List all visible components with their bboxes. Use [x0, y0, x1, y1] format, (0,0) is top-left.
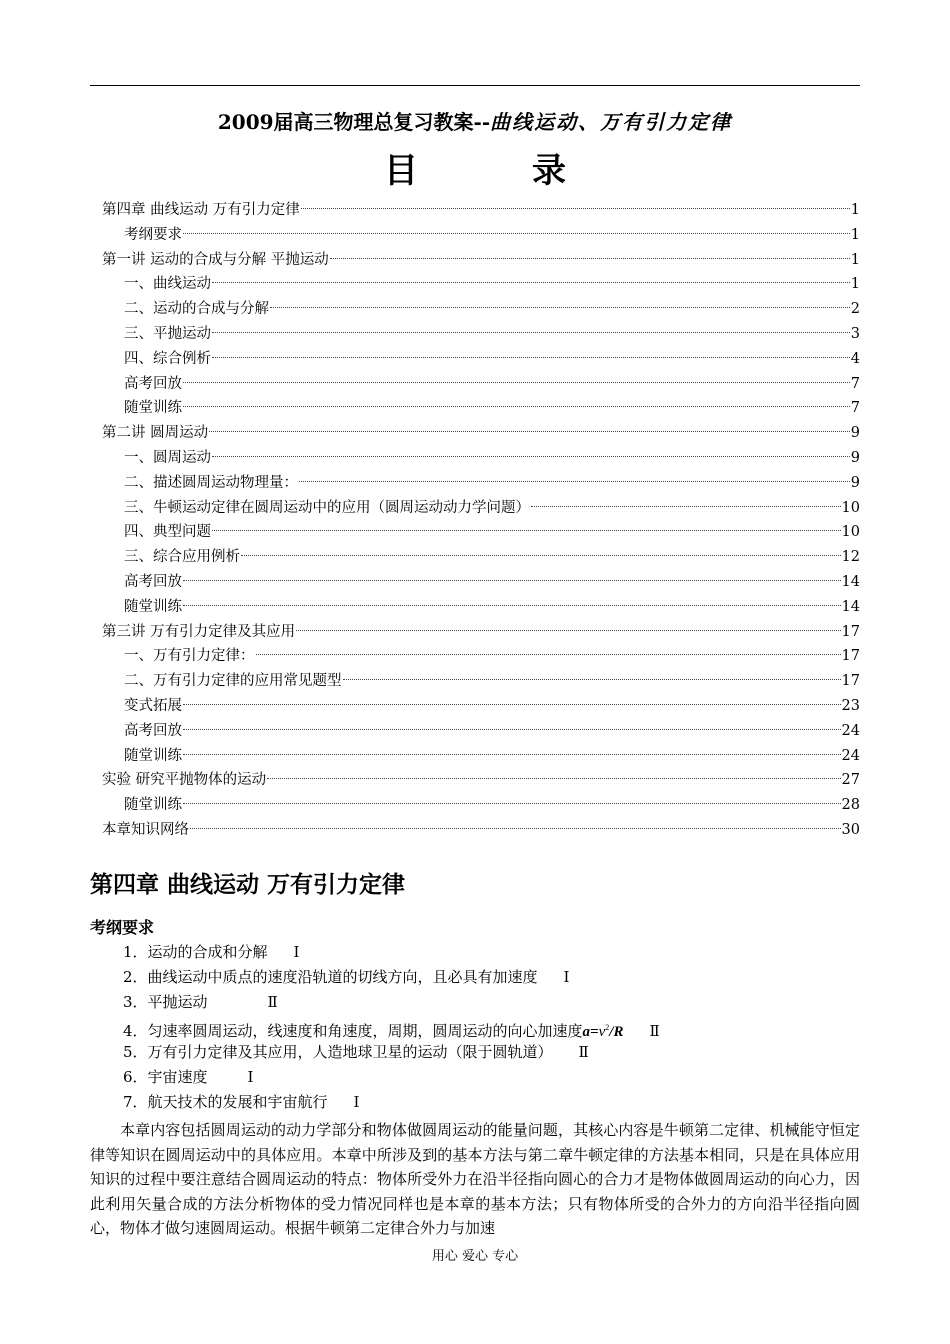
- toc-entry-page: 9: [850, 449, 860, 466]
- toc-leader-dots: [330, 258, 850, 259]
- toc-entry-page: 17: [841, 648, 860, 665]
- toc-entry[interactable]: [102, 719, 860, 744]
- toc-entry-label: 第三讲 万有引力定律及其应用: [102, 623, 296, 640]
- toc-leader-dots: [296, 630, 840, 631]
- toc-leader-dots: [270, 307, 850, 308]
- toc-leader-dots: [183, 729, 841, 730]
- toc-entry[interactable]: [102, 347, 860, 372]
- requirement-level: Ⅰ: [563, 968, 570, 986]
- toc-entry-page: 27: [841, 772, 860, 789]
- toc-leader-dots: [343, 679, 841, 680]
- requirement-text: 7．航天技术的发展和宇宙航行: [123, 1093, 328, 1111]
- toc-entry-page: 24: [841, 747, 860, 764]
- toc-leader-dots: [183, 605, 841, 606]
- toc-leader-dots: [267, 778, 840, 779]
- toc-entry[interactable]: [102, 644, 860, 669]
- requirement-level: Ⅰ: [353, 1093, 360, 1111]
- toc-entry[interactable]: [102, 198, 860, 223]
- toc-entry-page: 1: [850, 202, 860, 218]
- formula-a: a=: [582, 1024, 599, 1040]
- toc-entry-page: 17: [841, 623, 860, 640]
- chapter-title: 第四章 曲线运动 万有引力定律: [90, 871, 406, 898]
- document-title-main: 2009届高三物理总复习教案--: [217, 110, 491, 134]
- toc-leader-dots: [209, 431, 850, 432]
- requirement-level: Ⅱ: [267, 993, 278, 1011]
- toc-entry-page: 1: [850, 251, 860, 268]
- requirement-text: 4．匀速率圆周运动，线速度和角速度，周期，圆周运动的向心加速度: [123, 1022, 583, 1040]
- toc-entry-label: 一、曲线运动: [124, 276, 211, 293]
- toc-entry-page: 10: [841, 524, 860, 541]
- toc-entry[interactable]: [102, 272, 860, 297]
- toc-leader-dots: [190, 828, 841, 829]
- toc-entry-page: 23: [841, 697, 860, 714]
- requirement-item: [90, 940, 860, 965]
- requirement-item: [90, 1090, 860, 1115]
- requirement-item: [90, 990, 860, 1015]
- requirement-level: Ⅰ: [293, 943, 300, 961]
- toc-entry-label: 本章知识网络: [102, 821, 189, 838]
- document-title: [90, 108, 860, 136]
- toc-leader-dots: [301, 208, 850, 209]
- toc-entry[interactable]: [102, 694, 860, 719]
- toc-entry-label: 随堂训练: [124, 400, 182, 417]
- toc-entry-page: 9: [850, 474, 860, 491]
- toc-entry-label: 高考回放: [124, 722, 182, 739]
- toc-entry[interactable]: [102, 396, 860, 421]
- toc-entry[interactable]: [102, 471, 860, 496]
- toc-entry-label: 一、圆周运动: [124, 449, 211, 466]
- toc-leader-dots: [531, 506, 841, 507]
- toc-entry-page: 2: [850, 301, 860, 318]
- toc-entry-label: 二、万有引力定律的应用常见题型: [124, 673, 342, 690]
- toc-entry-page: 14: [841, 573, 860, 590]
- toc-entry[interactable]: [102, 223, 860, 248]
- toc-entry-page: 3: [850, 325, 860, 342]
- toc-entry[interactable]: [102, 595, 860, 620]
- toc-entry-label: 三、平抛运动: [124, 325, 211, 342]
- toc-entry-label: 高考回放: [124, 573, 182, 590]
- toc-entry-page: 1: [850, 276, 860, 293]
- toc-entry-label: 高考回放: [124, 375, 182, 392]
- toc-leader-dots: [212, 282, 850, 283]
- toc-entry-label: 变式拓展: [124, 697, 182, 714]
- toc-entry-page: 24: [841, 722, 860, 739]
- toc-entry-label: 三、牛顿运动定律在圆周运动中的应用（圆周运动动力学问题）: [124, 499, 530, 516]
- toc-entry-label: 实验 研究平抛物体的运动: [102, 772, 267, 789]
- requirement-level: Ⅱ: [649, 1022, 660, 1040]
- toc-entry-label: 四、典型问题: [124, 524, 211, 541]
- toc-leader-dots: [183, 704, 841, 705]
- requirements-heading: 考纲要求: [90, 918, 155, 937]
- toc-entry-page: 14: [841, 598, 860, 615]
- toc-entry-page: 28: [841, 797, 860, 814]
- toc-entry-label: 随堂训练: [124, 598, 182, 615]
- requirement-item: [90, 1015, 860, 1040]
- toc-entry[interactable]: [102, 322, 860, 347]
- requirement-text: 2．曲线运动中质点的速度沿轨道的切线方向，且必具有加速度: [123, 968, 538, 986]
- toc-entry-label: 随堂训练: [124, 747, 182, 764]
- chapter-intro-paragraph: 本章内容包括圆周运动的动力学部分和物体做圆周运动的能量问题，其核心内容是牛顿第二定律、机械能守恒定律等知识在圆周运动中的具体应用。本章中所涉及到的基本方法与第二章牛顿定律的方法基本相同，只是在具体应用知识的过程中要注意结合圆周运动的特点：物体所受外力在沿半径指向圆心的合力才是物体做圆周运动的向心力，因此利用矢量合成的方法分析物体的受力情况同样也是本章的基本方法；只有物体所受的合外力的方向沿半径指向圆心，物体才做匀速圆周运动。根据牛顿第二定律合外力与加速: [90, 1121, 860, 1238]
- toc-entry-label: 一、万有引力定律：: [124, 648, 255, 665]
- toc-entry-label: 第一讲 运动的合成与分解 平抛运动: [102, 251, 329, 268]
- toc-entry[interactable]: [102, 793, 860, 818]
- toc-entry[interactable]: [102, 248, 860, 273]
- toc-entry-label: 四、综合例析: [124, 350, 211, 367]
- toc-leader-dots: [212, 456, 850, 457]
- toc-leader-dots: [183, 754, 841, 755]
- toc-entry-page: 10: [841, 499, 860, 516]
- requirement-item: [90, 1040, 860, 1065]
- toc-entry-label: 考纲要求: [124, 226, 182, 243]
- requirement-item: [90, 1065, 860, 1090]
- toc-entry-page: 1: [850, 226, 860, 243]
- document-title-sub: 曲线运动、万有引力定律: [490, 110, 733, 134]
- toc-entry[interactable]: [102, 496, 860, 521]
- toc-leader-dots: [212, 332, 850, 333]
- toc-entry-page: 7: [850, 400, 860, 417]
- toc-entry-label: 第四章 曲线运动 万有引力定律: [102, 202, 300, 218]
- toc-entry[interactable]: [102, 520, 860, 545]
- toc-leader-dots: [183, 803, 841, 804]
- toc-entry-label: 二、运动的合成与分解: [124, 301, 269, 318]
- toc-entry-page: 12: [841, 549, 860, 566]
- toc-entry-page: 7: [850, 375, 860, 392]
- page-footer: 用心 爱心 专心: [431, 1249, 519, 1264]
- toc-leader-dots: [256, 654, 841, 655]
- table-of-contents: [102, 198, 860, 843]
- formula-exponent: 2: [605, 1023, 610, 1032]
- toc-entry-page: 30: [841, 821, 860, 838]
- requirement-text: 1．运动的合成和分解: [123, 943, 268, 961]
- toc-entry[interactable]: [102, 620, 860, 645]
- toc-leader-dots: [241, 555, 841, 556]
- formula-v: v: [598, 1024, 606, 1040]
- toc-entry-label: 随堂训练: [124, 797, 182, 814]
- toc-entry-page: 4: [850, 350, 860, 367]
- toc-entry[interactable]: [102, 669, 860, 694]
- header-rule: [90, 85, 860, 86]
- requirement-text: 5．万有引力定律及其应用，人造地球卫星的运动（限于圆轨道）: [123, 1043, 553, 1061]
- toc-entry[interactable]: [102, 570, 860, 595]
- toc-leader-dots: [212, 357, 850, 358]
- requirement-level: Ⅱ: [578, 1043, 589, 1061]
- toc-leader-dots: [183, 233, 850, 234]
- toc-entry[interactable]: [102, 768, 860, 793]
- toc-entry[interactable]: [102, 372, 860, 397]
- requirement-level: Ⅰ: [247, 1068, 254, 1086]
- requirement-text: 3．平抛运动: [123, 993, 208, 1011]
- toc-leader-dots: [183, 382, 850, 383]
- toc-entry-label: 第二讲 圆周运动: [102, 425, 209, 442]
- toc-entry[interactable]: [102, 545, 860, 570]
- centripetal-formula: [583, 1024, 624, 1040]
- toc-heading: 目 录: [384, 151, 606, 191]
- toc-entry[interactable]: [102, 421, 860, 446]
- toc-leader-dots: [183, 406, 850, 407]
- toc-entry-page: 17: [841, 673, 860, 690]
- toc-entry[interactable]: [102, 818, 860, 843]
- toc-leader-dots: [299, 481, 850, 482]
- formula-r: /R: [609, 1024, 624, 1040]
- toc-leader-dots: [183, 580, 841, 581]
- toc-entry[interactable]: [102, 297, 860, 322]
- toc-entry-page: 9: [850, 425, 860, 442]
- toc-entry-label: 三、综合应用例析: [124, 549, 240, 566]
- toc-entry[interactable]: [102, 446, 860, 471]
- toc-entry[interactable]: [102, 744, 860, 769]
- requirements-list: [90, 940, 860, 1115]
- requirement-text: 6．宇宙速度: [123, 1068, 208, 1086]
- requirement-item: [90, 965, 860, 990]
- toc-entry-label: 二、描述圆周运动物理量：: [124, 474, 298, 491]
- toc-leader-dots: [212, 530, 841, 531]
